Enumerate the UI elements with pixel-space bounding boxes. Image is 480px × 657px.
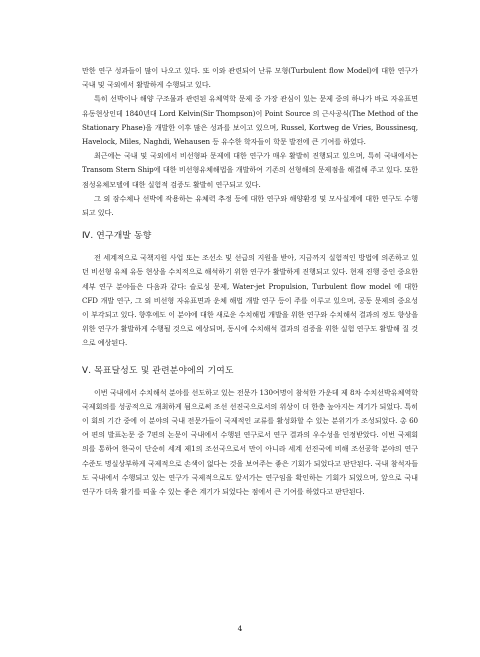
page-number: 4 bbox=[237, 624, 243, 633]
section-heading: Ⅴ. 목표달성도 및 관련분야에의 기여도 bbox=[82, 365, 234, 376]
body-paragraph: 최근에는 국내 및 국외에서 비선형파 문제에 대한 연구가 매우 활발히 진행되고 있으며, 특히 국내에서는 Transom Stern Ship에 대한 비선형유체해법을 개발하여 기존의 선형해의 문제점을 해결해 주고 있다. 또한 점성유체모델에 대한 실험적 검증도 활발히 연구되고 있다. bbox=[82, 151, 418, 189]
body-paragraph: 그 외 잠수체나 선박에 작용하는 유체력 추정 등에 대한 연구와 해양환경 및 모사실계에 대한 연구도 수행되고 있다. bbox=[82, 193, 418, 218]
section-heading: Ⅳ. 연구개발 동향 bbox=[82, 231, 152, 242]
body-paragraph: 이번 국내에서 수치해석 분야를 선도하고 있는 전문가 130여명이 참석한 가운데 제 8차 수치선박유체역학 국제회의를 성공적으로 개최하게 됨으로써 조선 선진국으로서의 위상이 더 한층 높아지는 계기가 되었다. 특히 이 회의 기간 중에 이 분야의 국내 전문가들이 국제적인 교류를 활성화할 수 있는 분위기가 조성되었다. 총 60여 편의 발표논문 중 7편의 논문이 국내에서 수행된 연구로서 연구 결과의 우수성을 인정받았다. 이번 국제회의를 통하여 한국이 단순히 세계 제1의 조선국으로서 만이 아니라 세계 선진국에 비해 조선공학 분야의 연구 수준도 명실상부하게 국제적으로 손색이 없다는 것을 보여주는 좋은 기회가 되었다고 판단된다. 국내 참석자들도 국내에서 수행되고 있는 연구가 국제적으로도 앞서가는 연구임을 확인하는 기회가 되었으며, 앞으로 국내 연구가 더욱 활기를 띠울 수 있는 좋은 계기가 되었다는 점에서 큰 기여를 하였다고 판단된다. bbox=[82, 387, 418, 497]
section-3-continued bbox=[82, 64, 418, 220]
section-5 bbox=[82, 363, 418, 500]
section-4 bbox=[82, 228, 418, 350]
body-paragraph: 전 세계적으로 국책지원 사업 또는 조선소 및 선급의 지원을 받아, 지금까지 실험적인 방법에 의존하고 있던 비선형 유체 유동 현상을 수치적으로 해석하기 위한 연구가 활발하게 진행되고 있다. 현재 진행 중인 중요한 세부 연구 분야들은 다음과 같다: 슬로싱 문제, Water-jet Propulsion, Turbulent flow model 에 대한 CFD 개발 연구, 그 외 비선형 자유표면과 운체 해법 개발 연구 등이 주를 이루고 있으며, 공동 문제의 중요성이 부각되고 있다. 향후에도 이 분야에 대한 새로운 수치해법 개발을 위한 연구와 수치해석 결과의 정도 향상을 위한 연구가 활발하게 수행될 것으로 예상되며, 동시에 수치해석 결과의 검증을 위한 실험 연구도 활발해 질 것으로 예상된다. bbox=[82, 253, 418, 348]
page-body bbox=[82, 64, 418, 499]
body-paragraph: 만한 연구 성과들이 많이 나오고 있다. 또 이와 관련되어 난류 모형(Turbulent flow Model)에 대한 연구가 국내 및 국외에서 활발하게 수행되고 있다. bbox=[82, 66, 418, 90]
body-paragraph: 특히 선박이나 해양 구조물과 관련된 유체역학 문제 중 가장 관심이 있는 문제 중의 하나가 바로 자유표면 유동현상인데 1840년대 Lord Kelvin(Sir Thompson)이 Point Source 의 근사공식(The Method of the Stationary Phase)을 개발한 이후 많은 성과를 보이고 있으며, Russel, Kortweg de Vries, Boussinesq, Havelock, Miles, Naghdi, Wehausen 등 유수한 학자들이 학문 발전에 큰 기여를 하였다. bbox=[82, 94, 418, 147]
